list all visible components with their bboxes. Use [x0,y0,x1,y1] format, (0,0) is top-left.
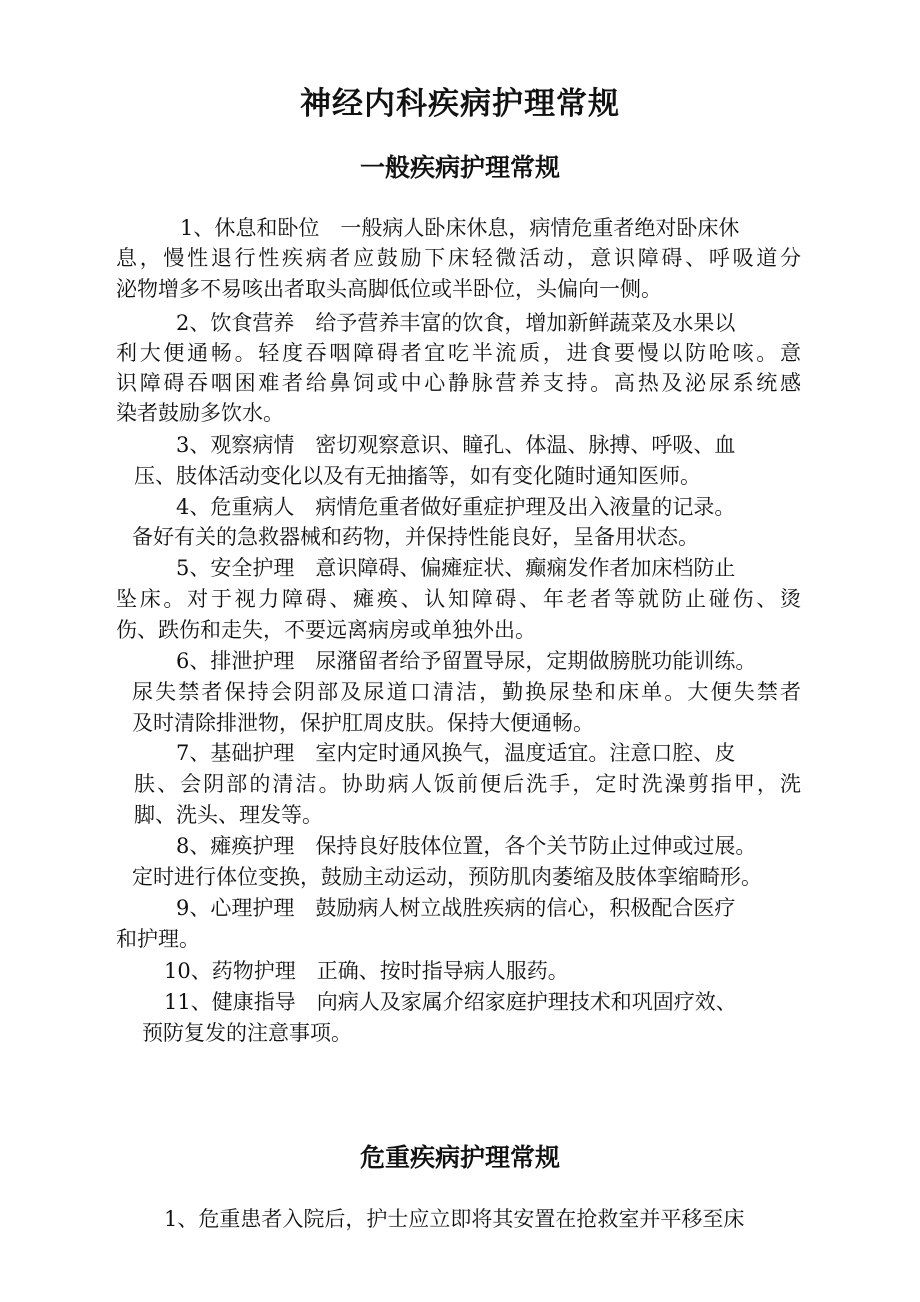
text-line: 伤、跌伤和走失，不要远离病房或单独外出。 [116,618,536,642]
text-line: 备好有关的急救器械和药物，并保持性能良好，呈备用状态。 [132,525,699,549]
text-line: 7、基础护理 室内定时通风换气，温度适宜。注意口腔、皮 [176,741,736,765]
page-title: 神经内科疾病护理常规 [300,86,620,122]
text-line: 利大便通畅。轻度吞咽障碍者宜吃半流质，进食要慢以防呛咳。意 [116,341,801,365]
text-line: 8、瘫痪护理 保持良好肢体位置，各个关节防止过伸或过展。 [176,834,757,858]
text-line: 息，慢性退行性疾病者应鼓励下床轻微活动，意识障碍、呼吸道分 [116,246,801,270]
text-line: 及时清除排泄物，保护肛周皮肤。保持大便通畅。 [132,711,594,735]
text-line: 和护理。 [116,927,200,951]
text-line: 9、心理护理 鼓励病人树立战胜疾病的信心，积极配合医疗 [176,896,736,920]
section-heading-critical: 危重疾病护理常规 [359,1143,560,1172]
text-line: 压、肢体活动变化以及有无抽搐等，如有变化随时通知医师。 [134,464,701,488]
text-line: 2、饮食营养 给予营养丰富的饮食，增加新鲜蔬菜及水果以 [176,311,736,335]
text-line: 1、休息和卧位 一般病人卧床休息，病情危重者绝对卧床休 [180,216,740,240]
text-line: 坠床。对于视力障碍、瘫痪、认知障碍、年老者等就防止碰伤、烫 [116,587,801,611]
text-line: 泌物增多不易咳出者取头高脚低位或半卧位，头偏向一侧。 [116,277,662,301]
text-line: 脚、洗头、理发等。 [134,803,323,827]
text-line: 4、危重病人 病情危重者做好重症护理及出入液量的记录。 [176,495,736,519]
text-line: 识障碍吞咽困难者给鼻饲或中心静脉营养支持。高热及泌尿系统感 [116,371,801,395]
text-line: 染者鼓励多饮水。 [116,401,284,425]
text-line: 6、排泄护理 尿潴留者给予留置导尿，定期做膀胱功能训练。 [176,649,757,673]
text-line: 尿失禁者保持会阴部及尿道口清洁，勤换尿垫和床单。大便失禁者 [132,680,801,704]
text-line: 10、药物护理 正确、按时指导病人服药。 [164,959,569,983]
text-line: 预防复发的注意事项。 [142,1021,352,1045]
text-line: 3、观察病情 密切观察意识、瞳孔、体温、脉搏、呼吸、血 [176,433,736,457]
section-heading-general: 一般疾病护理常规 [359,153,560,182]
text-line: 定时进行体位变换，鼓励主动运动，预防肌肉萎缩及肢体挛缩畸形。 [132,865,762,889]
text-line: 11、健康指导 向病人及家属介绍家庭护理技术和巩固疗效、 [164,990,737,1014]
text-line: 1、危重患者入院后，护士应立即将其安置在抢救室并平移至床 [164,1207,745,1231]
text-line: 5、安全护理 意识障碍、偏瘫症状、癫痫发作者加床档防止 [176,556,736,580]
text-line: 肤、会阴部的清洁。协助病人饭前便后洗手，定时洗澡剪指甲，洗 [134,772,801,796]
